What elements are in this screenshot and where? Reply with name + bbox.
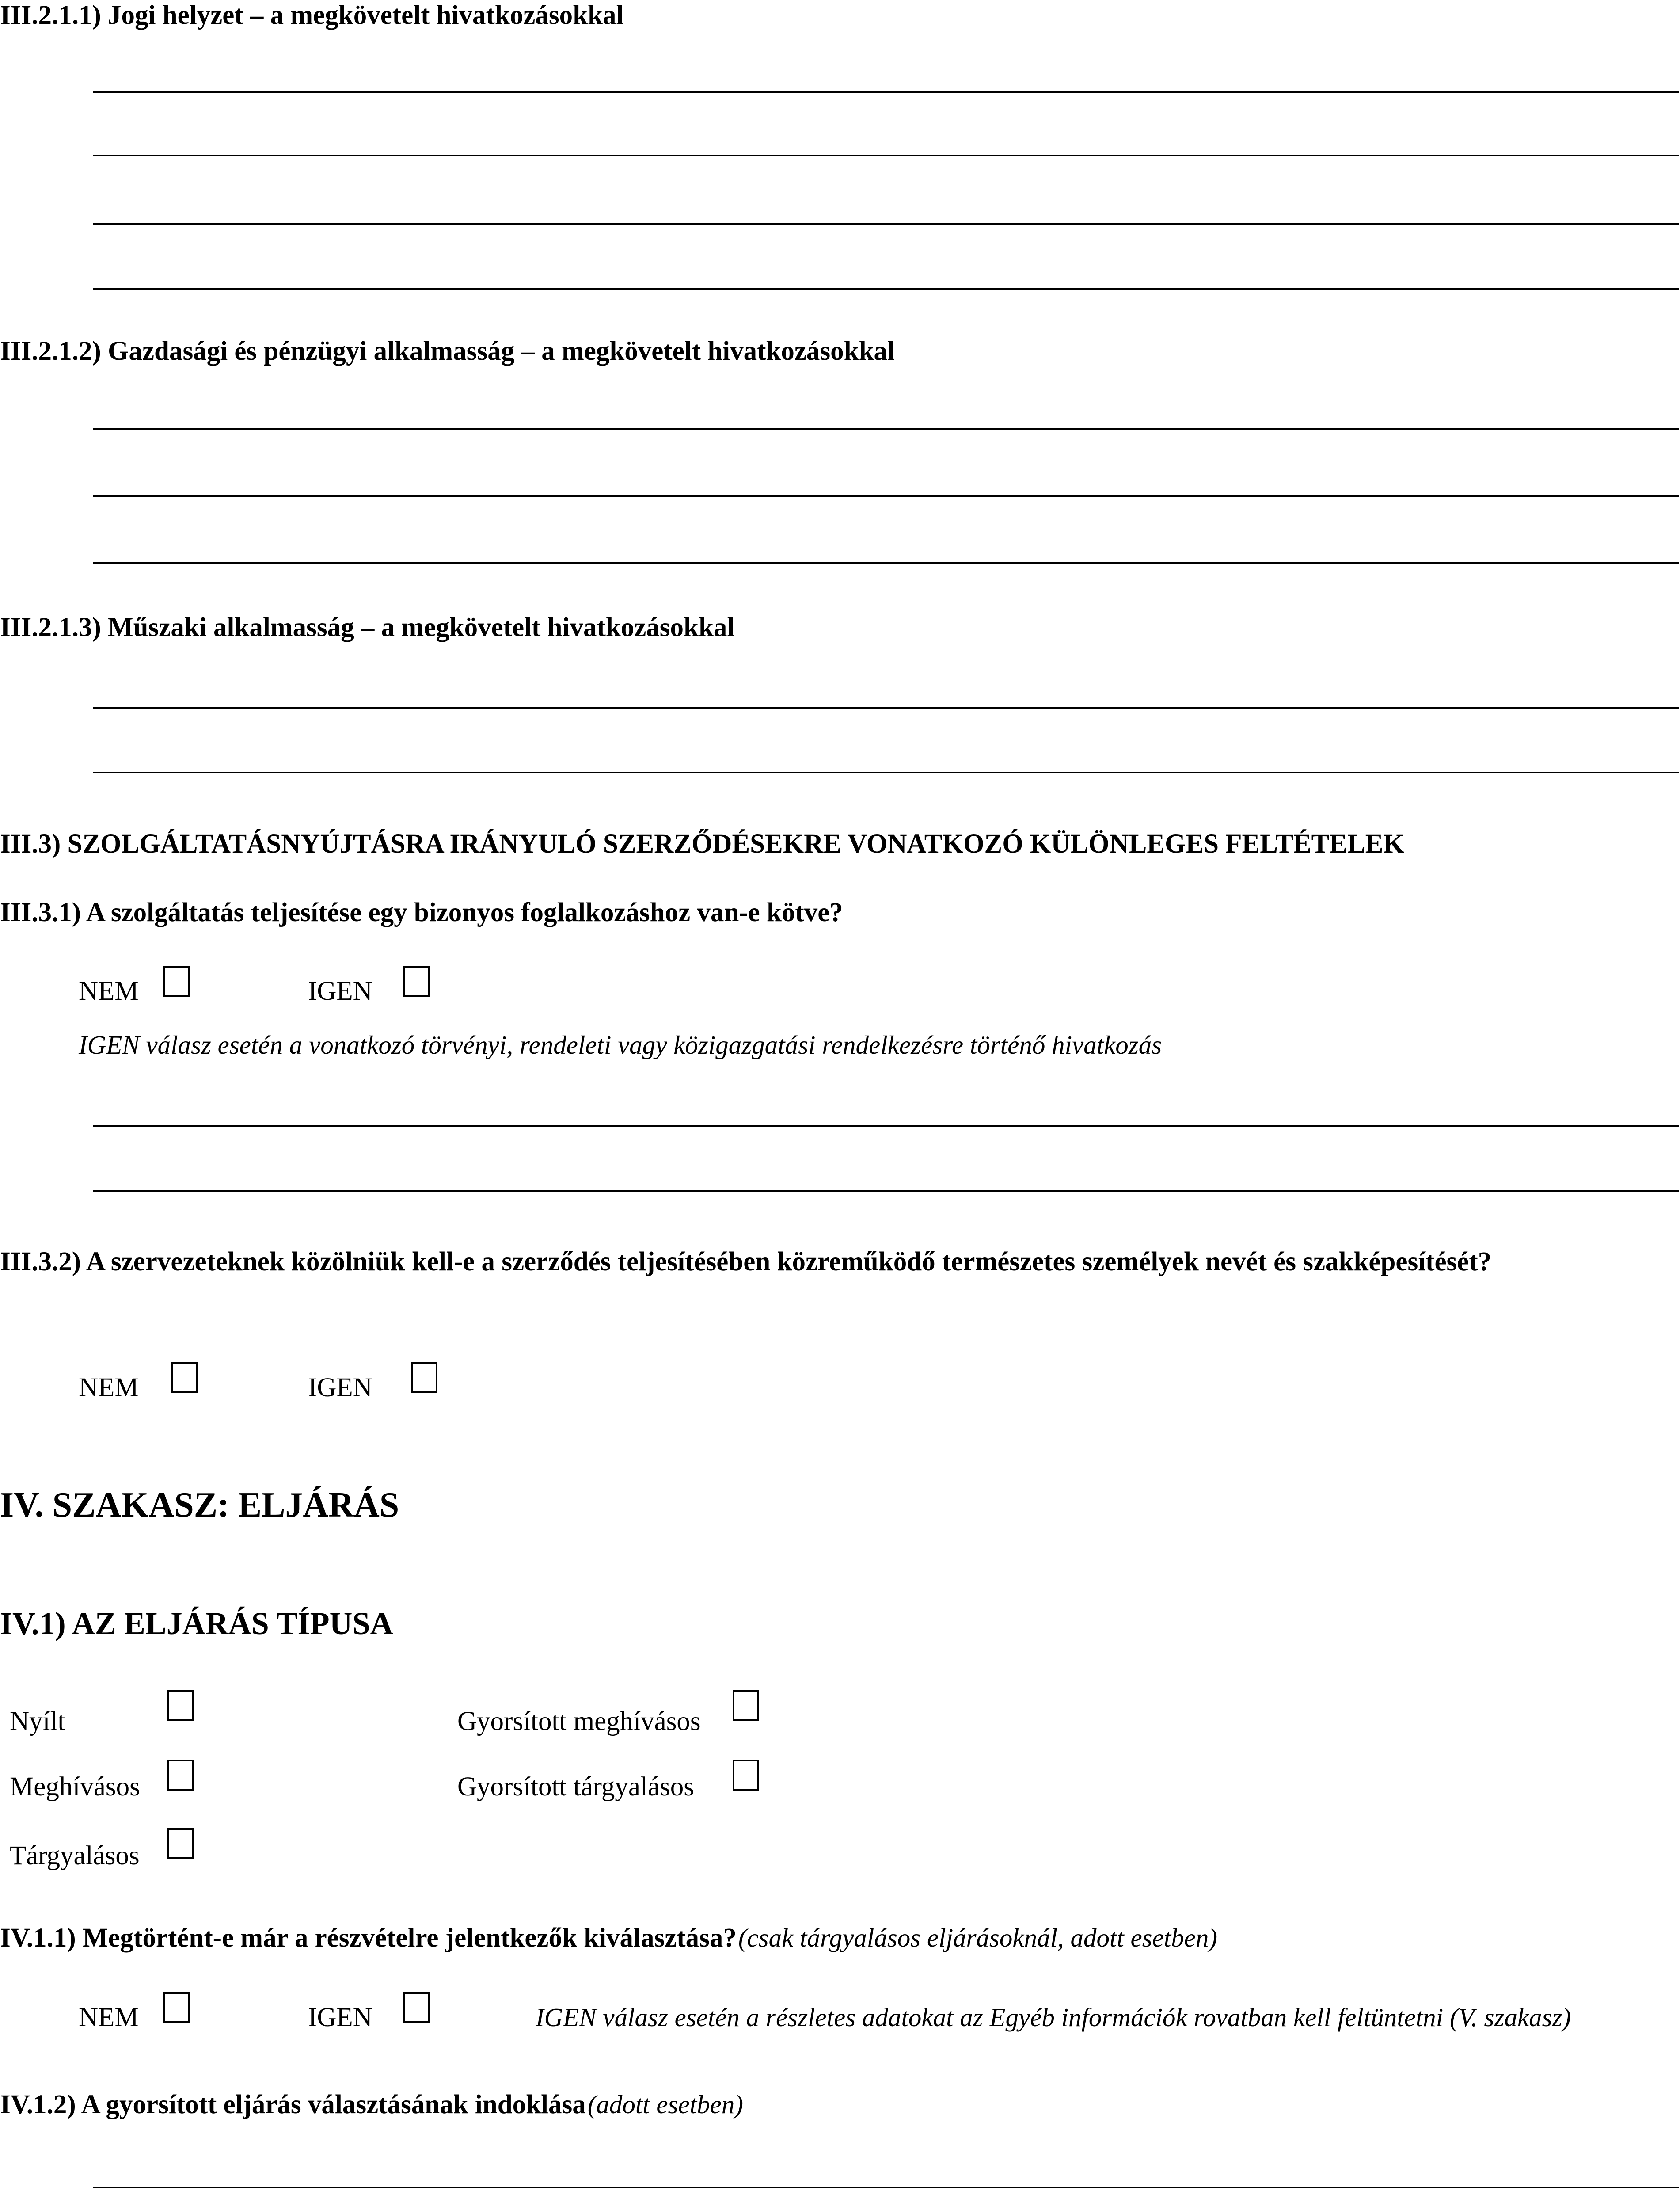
option-label-gyorsitott-meghivasos: Gyorsított meghívásos	[457, 1707, 701, 1736]
yes-label: IGEN	[308, 1373, 372, 1402]
answer-line[interactable]	[93, 495, 1679, 497]
yes-label: IGEN	[308, 976, 372, 1006]
yes-note: IGEN válasz esetén a részletes adatokat az Egyéb információk rovatban kell feltüntetni (V. szakasz)	[536, 2003, 1571, 2032]
section-title-iii-3: III.3) SZOLGÁLTATÁSNYÚJTÁSRA IRÁNYULÓ SZERZŐDÉSEKRE VONATKOZÓ KÜLÖNLEGES FELTÉTELEK	[0, 829, 1404, 859]
section-heading-iv: IV. SZAKASZ: ELJÁRÁS	[0, 1486, 399, 1524]
answer-line[interactable]	[93, 428, 1679, 430]
answer-line[interactable]	[93, 288, 1679, 290]
option-label-targyalasos: Tárgyalásos	[10, 1841, 140, 1871]
section-title-iv-1-2	[0, 2089, 743, 2120]
option-checkbox-targyalasos[interactable]	[167, 1828, 194, 1859]
option-label-meghivasos: Meghívásos	[10, 1772, 140, 1802]
section-title-text: IV.1.2) A gyorsított eljárás választásának indoklása	[0, 2090, 586, 2119]
option-label-gyorsitott-targyalasos: Gyorsított tárgyalásos	[457, 1772, 694, 1802]
answer-line[interactable]	[93, 1190, 1679, 1192]
answer-line[interactable]	[93, 562, 1679, 564]
answer-line[interactable]	[93, 707, 1679, 709]
answer-line[interactable]	[93, 155, 1679, 156]
answer-line[interactable]	[93, 1125, 1679, 1127]
section-heading-iv-1: IV.1) AZ ELJÁRÁS TÍPUSA	[0, 1606, 393, 1641]
answer-line[interactable]	[93, 772, 1679, 774]
no-label: NEM	[79, 976, 139, 1006]
no-checkbox[interactable]	[171, 1362, 198, 1393]
section-title-note: (adott esetben)	[587, 2090, 743, 2119]
section-title-iii-2-1-1: III.2.1.1) Jogi helyzet – a megkövetelt hivatkozásokkal	[0, 0, 624, 30]
yes-checkbox[interactable]	[411, 1362, 437, 1393]
answer-line[interactable]	[93, 223, 1679, 225]
option-checkbox-gyorsitott-targyalasos[interactable]	[733, 1760, 759, 1791]
section-title-iv-1-1	[0, 1923, 1217, 1954]
option-checkbox-gyorsitott-meghivasos[interactable]	[733, 1690, 759, 1721]
yes-checkbox[interactable]	[403, 966, 430, 997]
yes-note: IGEN válasz esetén a vonatkozó törvényi, rendeleti vagy közigazgatási rendelkezésre történő hivatkozás	[79, 1030, 1162, 1059]
option-checkbox-meghivasos[interactable]	[167, 1760, 194, 1791]
section-title-iii-2-1-3: III.2.1.3) Műszaki alkalmasság – a megkövetelt hivatkozásokkal	[0, 613, 735, 642]
yes-checkbox[interactable]	[403, 1992, 430, 2023]
option-checkbox-nyilt[interactable]	[167, 1690, 194, 1721]
no-label: NEM	[79, 1373, 139, 1402]
section-title-text: IV.1.1) Megtörtént-e már a részvételre jelentkezők kiválasztása?	[0, 1923, 737, 1953]
answer-line[interactable]	[93, 2187, 1679, 2188]
option-label-nyilt: Nyílt	[10, 1707, 65, 1736]
section-title-iii-3-2: III.3.2) A szervezeteknek közölniük kell-e a szerződés teljesítésében közreműködő természetes személyek nevét és szakképesítését?	[0, 1247, 1492, 1276]
answer-line[interactable]	[93, 91, 1679, 93]
no-checkbox[interactable]	[163, 966, 190, 997]
no-checkbox[interactable]	[163, 1992, 190, 2023]
section-title-iii-3-1: III.3.1) A szolgáltatás teljesítése egy bizonyos foglalkozáshoz van-e kötve?	[0, 898, 843, 927]
section-title-note: (csak tárgyalásos eljárásoknál, adott esetben)	[738, 1923, 1218, 1952]
no-label: NEM	[79, 2003, 139, 2032]
yes-label: IGEN	[308, 2003, 372, 2032]
section-title-iii-2-1-2: III.2.1.2) Gazdasági és pénzügyi alkalmasság – a megkövetelt hivatkozásokkal	[0, 336, 895, 366]
